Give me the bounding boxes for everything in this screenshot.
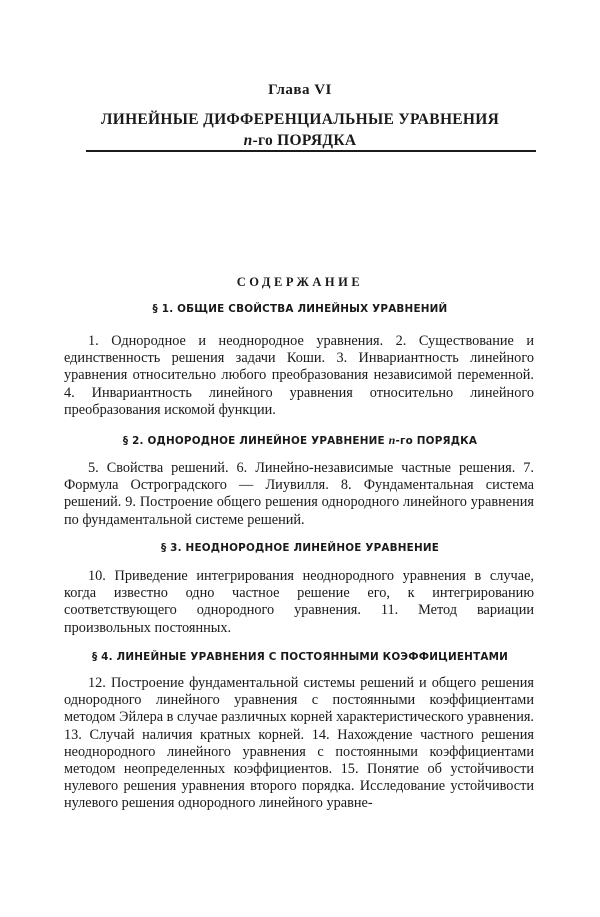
section-4-body: 12. Построение фундаментальной системы решений и общего решения однородного линейного уравнения с постоянными коэффициентами методом Эйлера в случае различных корней характеристического уравнения. 13. Случай наличия кратных корней. 14. Нахождение частного решения неоднородного линейного уравнения с постоянными коэффициентами методом неопределенных коэффициентов. 15. Понятие об устойчивости нулевого решения уравнения второго порядка. Исследование устойчивости нулевого решения однородного линейного уравне- bbox=[64, 675, 534, 812]
section-2-heading-n: n bbox=[388, 433, 396, 447]
section-2-heading bbox=[62, 433, 538, 448]
chapter-label: Глава VI bbox=[268, 82, 332, 98]
chapter-title-line2: -го ПОРЯДКА bbox=[252, 132, 357, 149]
contents-heading: СОДЕРЖАНИЕ bbox=[236, 275, 364, 289]
section-1-body: 1. Однородное и неоднородное уравнения. 2. Существование и единственность решения задачи Коши. 3. Инвариантность линейного уравнения относительно любого преобразования независимой переменной. 4. Инвариантность линейного уравнения относительно линейного преобразования искомой функции. bbox=[64, 333, 534, 418]
section-3-heading: § 3. НЕОДНОРОДНОЕ ЛИНЕЙНОЕ УРАВНЕНИЕ bbox=[160, 542, 440, 554]
title-rule bbox=[86, 150, 536, 152]
section-4-heading: § 4. ЛИНЕЙНЫЕ УРАВНЕНИЯ С ПОСТОЯННЫМИ КОЭФФИЦИЕНТАМИ bbox=[91, 651, 509, 663]
chapter-title-n: n bbox=[243, 132, 253, 149]
section-2-heading-after: -го ПОРЯДКА bbox=[395, 435, 478, 447]
section-3-body: 10. Приведение интегрирования неоднородного уравнения в случае, когда известно одно частное решение его, к интегрированию соответствующего однородного уравнения. 11. Метод вариации произвольных постоянных. bbox=[64, 568, 534, 636]
section-1-heading: § 1. ОБЩИЕ СВОЙСТВА ЛИНЕЙНЫХ УРАВНЕНИЙ bbox=[152, 303, 448, 315]
chapter-title bbox=[60, 109, 540, 151]
section-2-body: 5. Свойства решений. 6. Линейно-независимые частные решения. 7. Формула Остроградского — Лиувилля. 8. Фундаментальная система решений. 9. Построение общего решения однородного линейного уравнения по фундаментальной системе решений. bbox=[64, 460, 534, 528]
chapter-title-line1: ЛИНЕЙНЫЕ ДИФФЕРЕНЦИАЛЬНЫЕ УРАВНЕНИЯ bbox=[100, 111, 500, 128]
section-2-heading-before: § 2. ОДНОРОДНОЕ ЛИНЕЙНОЕ УРАВНЕНИЕ bbox=[122, 435, 389, 447]
